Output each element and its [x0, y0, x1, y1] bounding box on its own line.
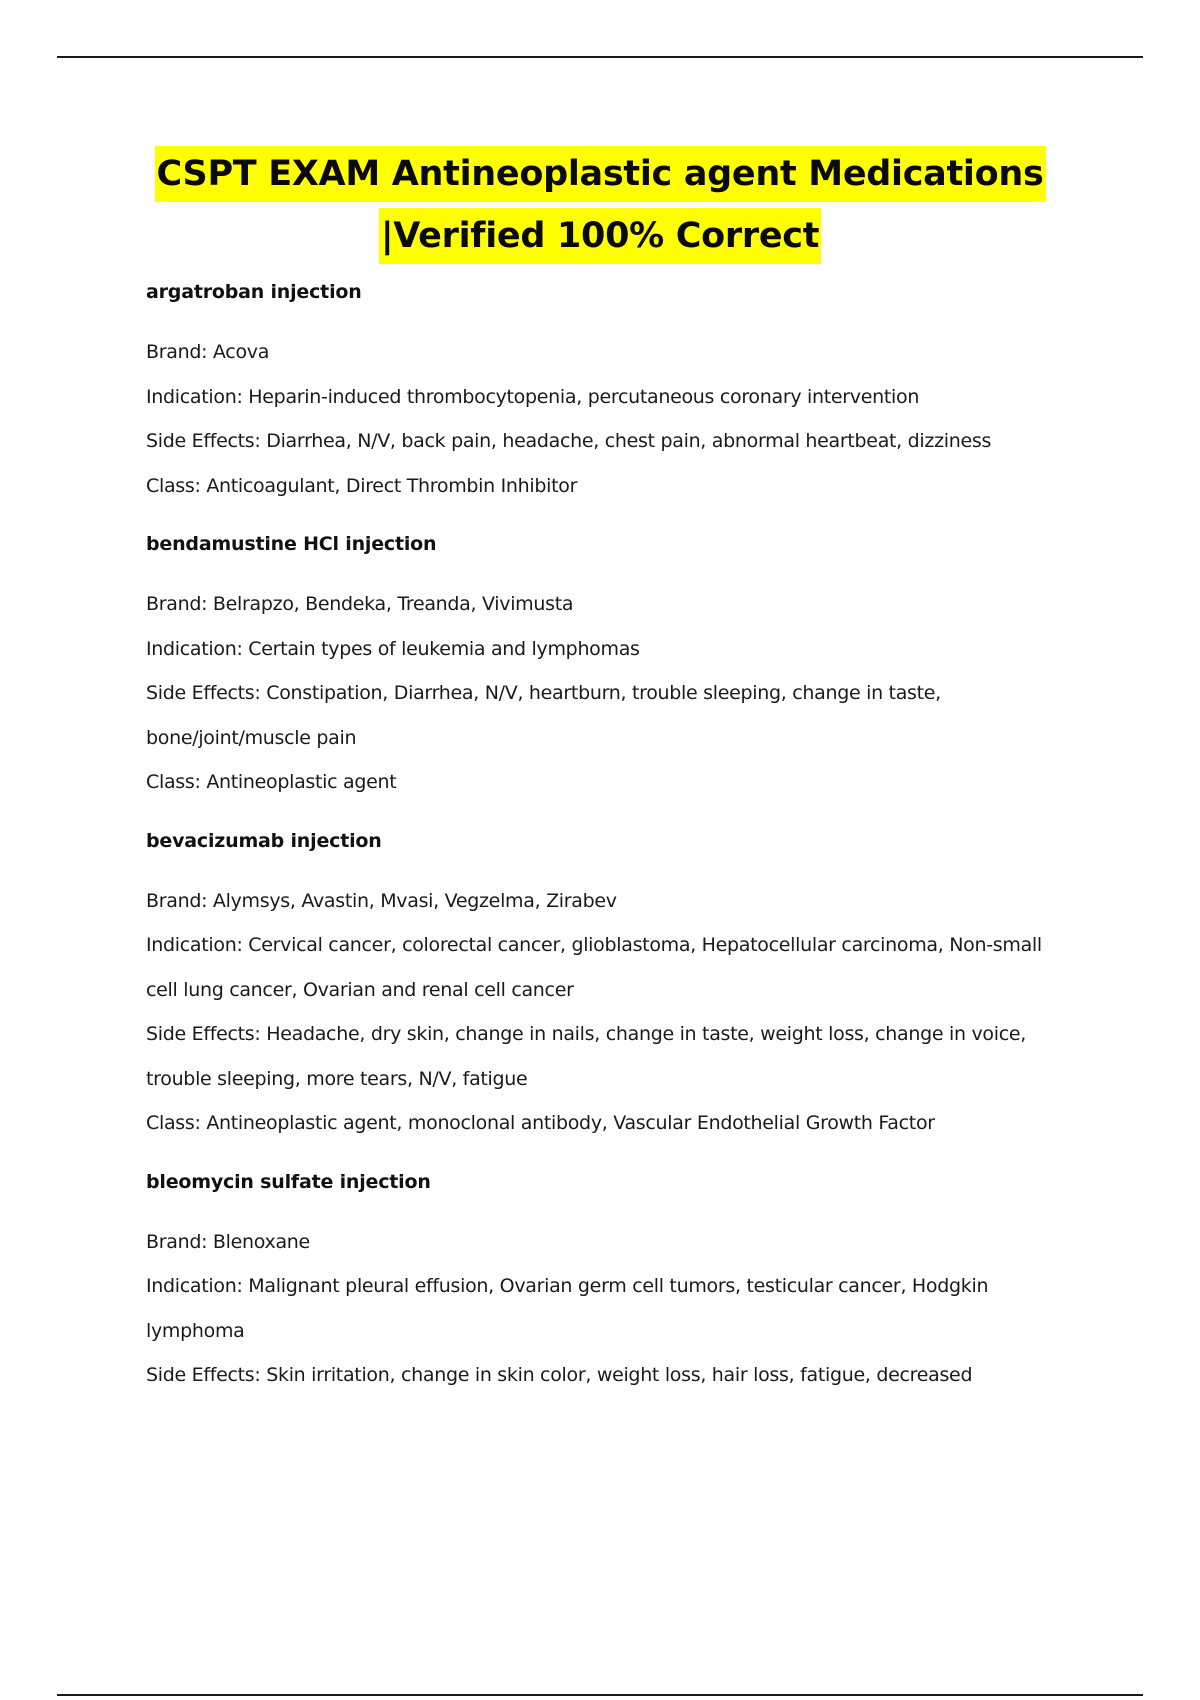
- drug-brand: Brand: Blenoxane: [146, 1230, 310, 1253]
- drug-side-effects: Side Effects: Constipation, Diarrhea, N/V, heartburn, trouble sleeping, change in taste, bone/joint/muscle pain: [146, 682, 941, 749]
- drug-entry-bevacizumab: [146, 819, 1076, 1146]
- title-line-1: CSPT EXAM Antineoplastic agent Medications: [155, 146, 1046, 202]
- drug-class: Class: Anticoagulant, Direct Thrombin Inhibitor: [146, 474, 578, 497]
- title-line-2: |Verified 100% Correct: [379, 208, 821, 264]
- drug-brand: Brand: Acova: [146, 341, 270, 363]
- drug-indication: Indication: Certain types of leukemia and lymphomas: [146, 637, 640, 660]
- drug-side-effects: Side Effects: Headache, dry skin, change in nails, change in taste, weight loss, change in voice, trouble sleeping, more tears, N/V, fatigue: [146, 1023, 1026, 1090]
- header-rule: [57, 56, 1143, 58]
- footer-rule: [57, 1694, 1143, 1696]
- drug-side-effects: Side Effects: Diarrhea, N/V, back pain, headache, chest pain, abnormal heartbeat, dizziness: [146, 430, 992, 452]
- drug-entry-argatroban: [146, 270, 1076, 508]
- drug-indication: Indication: Heparin-induced thrombocytopenia, percutaneous coronary intervention: [146, 385, 920, 408]
- drug-name: bleomycin sulfate injection: [146, 1170, 431, 1193]
- document-title: [0, 146, 1200, 264]
- drug-brand: Brand: Alymsys, Avastin, Mvasi, Vegzelma, Zirabev: [146, 889, 617, 912]
- drug-entry-bendamustine: [146, 522, 1076, 805]
- drug-class: Class: Antineoplastic agent: [146, 771, 397, 793]
- drug-name: argatroban injection: [146, 281, 362, 303]
- drug-indication: Indication: Malignant pleural effusion, Ovarian germ cell tumors, testicular cancer, Hodgkin lymphoma: [146, 1275, 989, 1342]
- drug-class: Class: Antineoplastic agent, monoclonal antibody, Vascular Endothelial Growth Factor: [146, 1112, 935, 1134]
- drug-entry-bleomycin: [146, 1160, 1076, 1398]
- drug-name: bendamustine HCl injection: [146, 533, 437, 555]
- drug-indication: Indication: Cervical cancer, colorectal cancer, glioblastoma, Hepatocellular carcinoma, Non-small cell lung cancer, Ovarian and renal cell cancer: [146, 934, 1042, 1001]
- drug-side-effects: Side Effects: Skin irritation, change in skin color, weight loss, hair loss, fatigue, decreased: [146, 1364, 973, 1386]
- drug-name: bevacizumab injection: [146, 829, 382, 852]
- drug-brand: Brand: Belrapzo, Bendeka, Treanda, Vivimusta: [146, 593, 574, 615]
- drug-list: [146, 270, 1076, 1398]
